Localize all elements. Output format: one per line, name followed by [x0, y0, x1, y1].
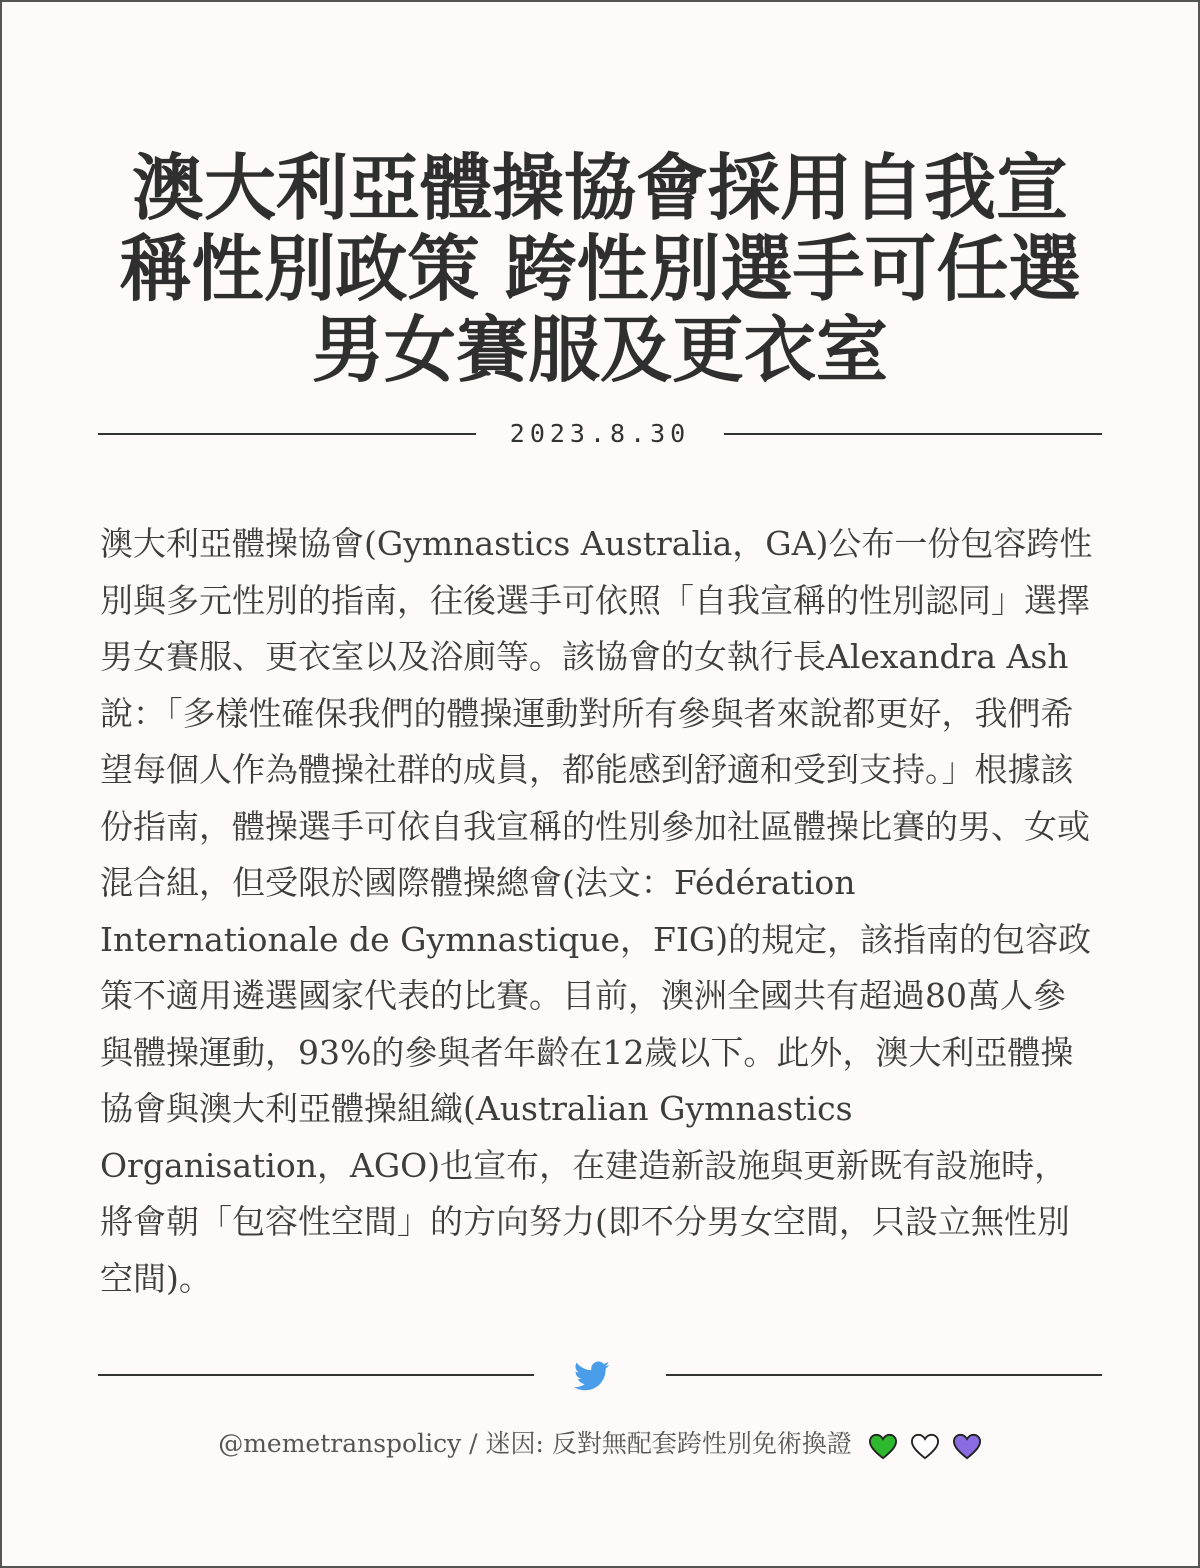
green-heart-icon — [868, 1433, 898, 1461]
divider-line-right — [724, 433, 1102, 435]
credit-text: @memetranspolicy / 迷因: 反對無配套跨性別免術換證 — [218, 1429, 852, 1458]
footer-line-left — [98, 1374, 534, 1376]
white-heart-icon — [910, 1433, 940, 1461]
purple-heart-icon — [952, 1433, 982, 1461]
twitter-bird-icon[interactable] — [574, 1358, 610, 1394]
footer-divider — [98, 1356, 1102, 1396]
footer-line-right — [666, 1374, 1102, 1376]
article-title: 澳大利亞體操協會採用自我宣稱性別政策 跨性別選手可任選男女賽服及更衣室 — [119, 146, 1081, 392]
article-body: 澳大利亞體操協會(Gymnastics Australia，GA)公布一份包容跨性別與多元性別的指南，往後選手可依照「自我宣稱的性別認同」選擇男女賽服、更衣室以及浴廁等。該協會的女執行長Alexandra Ash說：「多樣性確保我們的體操運動對所有參與者來說都更好，我們希望每個人作為體操社群的成員，都能感到舒適和受到支持。」根據該份指南，體操選手可依自我宣稱的性別參加社區體操比賽的男、女或混合組，但受限於國際體操總會(法文：Fédération Internationale de Gymnastique，FIG)的規定，該指南的包容政策不適用遴選國家代表的比賽。目前，澳洲全國共有超過80萬人參與體操運動，93%的參與者年齡在12歲以下。此外，澳大利亞體操協會與澳大利亞體操組織(Australian Gymnastics Organisation，AGO)也宣布，在建造新設施與更新既有設施時，將會朝「包容性空間」的方向努力(即不分男女空間，只設立無性別空間)。 — [100, 524, 1093, 1298]
date-divider — [98, 416, 1102, 452]
publish-date: 2023.8.30 — [509, 419, 691, 448]
credit-line — [100, 1426, 1100, 1464]
divider-line-left — [98, 433, 476, 435]
heart-icons — [864, 1428, 982, 1464]
